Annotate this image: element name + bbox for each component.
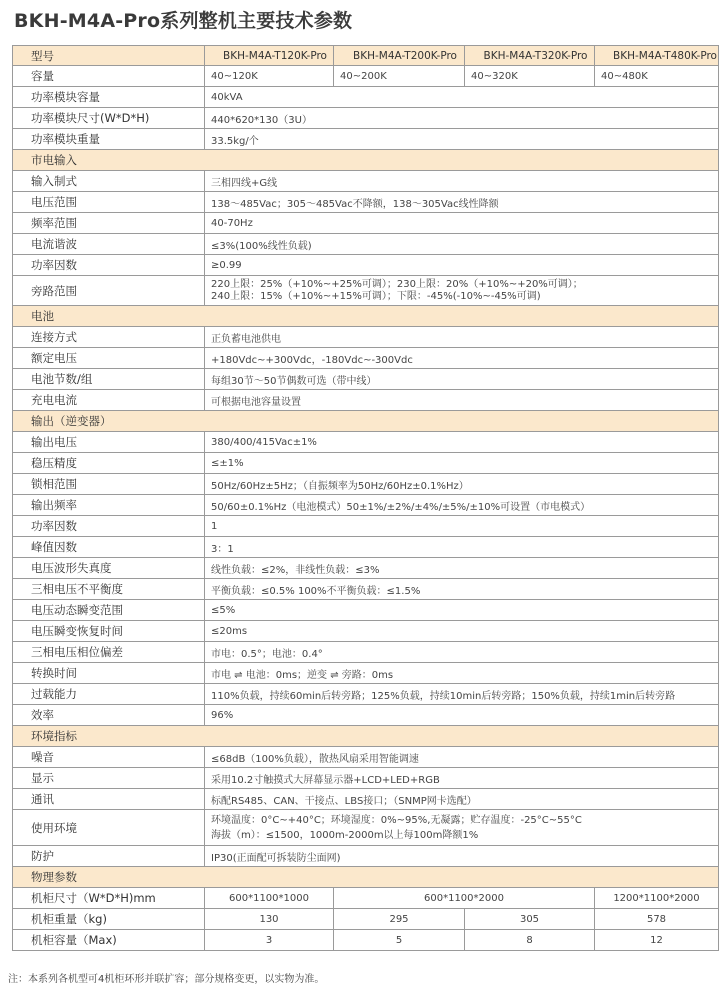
row-label: 效率 bbox=[13, 705, 205, 726]
row-value: 40kVA bbox=[205, 87, 719, 108]
table-row bbox=[13, 255, 719, 276]
table-row bbox=[13, 642, 719, 663]
table-row bbox=[13, 348, 719, 369]
table-row bbox=[13, 369, 719, 390]
cabinet-capacity-value: 12 bbox=[595, 930, 719, 951]
row-label: 额定电压 bbox=[13, 348, 205, 369]
row-value: 380/400/415Vac±1% bbox=[205, 432, 719, 453]
row-value: ≤68dB（100%负载），散热风扇采用智能调速 bbox=[205, 747, 719, 768]
row-label: 功率模块重量 bbox=[13, 129, 205, 150]
row-label: 功率因数 bbox=[13, 255, 205, 276]
row-label: 功率模块容量 bbox=[13, 87, 205, 108]
cabinet-weight-value: 578 bbox=[595, 909, 719, 930]
row-label: 电压范围 bbox=[13, 192, 205, 213]
table-row bbox=[13, 453, 719, 474]
row-value bbox=[205, 810, 719, 846]
usage-line-2: 海拔（m）：≤1500，1000m-2000m以上每100m降额1% bbox=[211, 829, 479, 841]
row-label: 旁路范围 bbox=[13, 276, 205, 306]
footnote: 注：本系列各机型可4机柜环形并联扩容；部分规格变更，以实物为准。 bbox=[8, 974, 325, 985]
row-label: 三相电压不平衡度 bbox=[13, 579, 205, 600]
section-header-battery bbox=[13, 306, 719, 327]
row-label: 输出频率 bbox=[13, 495, 205, 516]
row-label: 防护 bbox=[13, 846, 205, 867]
row-label: 输出电压 bbox=[13, 432, 205, 453]
capacity-row bbox=[13, 66, 719, 87]
model-t200k: BKH-M4A-T200K-Pro bbox=[334, 46, 465, 66]
table-row bbox=[13, 579, 719, 600]
row-value: 1 bbox=[205, 516, 719, 537]
table-row bbox=[13, 810, 719, 846]
capacity-value: 40~480K bbox=[595, 66, 719, 87]
row-value: 每组30节～50节偶数可选（带中线） bbox=[205, 369, 719, 390]
row-label: 电压波形失真度 bbox=[13, 558, 205, 579]
row-value: IP30(正面配可拆装防尘面网) bbox=[205, 846, 719, 867]
table-row bbox=[13, 747, 719, 768]
row-label: 电压瞬变恢复时间 bbox=[13, 621, 205, 642]
row-value: 正负蓄电池供电 bbox=[205, 327, 719, 348]
model-t480k: BKH-M4A-T480K-Pro bbox=[595, 46, 719, 66]
table-row bbox=[13, 327, 719, 348]
table-row bbox=[13, 846, 719, 867]
row-label: 噪音 bbox=[13, 747, 205, 768]
table-row bbox=[13, 129, 719, 150]
model-t120k: BKH-M4A-T120K-Pro bbox=[205, 46, 334, 66]
table-row bbox=[13, 621, 719, 642]
row-label: 稳压精度 bbox=[13, 453, 205, 474]
row-value: 线性负载：≤2%，非线性负载：≤3% bbox=[205, 558, 719, 579]
cabinet-size-row bbox=[13, 888, 719, 909]
row-label: 容量 bbox=[13, 66, 205, 87]
row-label: 功率模块尺寸(W*D*H) bbox=[13, 108, 205, 129]
model-header-row bbox=[13, 46, 719, 66]
row-value: ≤3%(100%线性负载) bbox=[205, 234, 719, 255]
table-row bbox=[13, 600, 719, 621]
capacity-value: 40~320K bbox=[465, 66, 595, 87]
row-label: 通讯 bbox=[13, 789, 205, 810]
row-value: 96% bbox=[205, 705, 719, 726]
row-value: 33.5kg/个 bbox=[205, 129, 719, 150]
row-label: 机柜容量（Max) bbox=[13, 930, 205, 951]
row-label: 使用环境 bbox=[13, 810, 205, 846]
row-value: 采用10.2寸触摸式大屏幕显示器+LCD+LED+RGB bbox=[205, 768, 719, 789]
cabinet-capacity-value: 8 bbox=[465, 930, 595, 951]
table-row bbox=[13, 171, 719, 192]
row-label: 三相电压相位偏差 bbox=[13, 642, 205, 663]
row-value: 市电 ⇌ 电池：0ms；逆变 ⇌ 旁路：0ms bbox=[205, 663, 719, 684]
row-label: 功率因数 bbox=[13, 516, 205, 537]
cabinet-size-value: 1200*1100*2000 bbox=[595, 888, 719, 909]
section-title: 环境指标 bbox=[13, 726, 719, 747]
section-header-output bbox=[13, 411, 719, 432]
row-label: 机柜尺寸（W*D*H)mm bbox=[13, 888, 205, 909]
table-row bbox=[13, 432, 719, 453]
row-value: 110%负载，持续60min后转旁路；125%负载，持续10min后转旁路；150%负载，持续1min后转旁路 bbox=[205, 684, 719, 705]
row-label: 锁相范围 bbox=[13, 474, 205, 495]
table-row bbox=[13, 516, 719, 537]
usage-line-1: 环境温度：0°C~+40°C；环境湿度：0%~95%,无凝露；贮存温度：-25°C~55°C bbox=[211, 814, 582, 826]
row-value: 标配RS485、CAN、干接点、LBS接口；（SNMP网卡选配） bbox=[205, 789, 719, 810]
row-label: 充电电流 bbox=[13, 390, 205, 411]
table-row bbox=[13, 87, 719, 108]
cabinet-size-value: 600*1100*2000 bbox=[334, 888, 595, 909]
table-row bbox=[13, 705, 719, 726]
row-label: 过载能力 bbox=[13, 684, 205, 705]
page-title: BKH-M4A-Pro系列整机主要技术参数 bbox=[14, 10, 353, 32]
capacity-value: 40~200K bbox=[334, 66, 465, 87]
table-row bbox=[13, 789, 719, 810]
bypass-line-1: 220上限：25%（+10%~+25%可调）；230上限：20%（+10%~+20%可调）； bbox=[211, 278, 583, 290]
table-row bbox=[13, 108, 719, 129]
row-value: ≤±1% bbox=[205, 453, 719, 474]
cabinet-capacity-row bbox=[13, 930, 719, 951]
row-value bbox=[205, 276, 719, 306]
spec-table bbox=[12, 45, 719, 951]
table-row bbox=[13, 474, 719, 495]
row-value: 440*620*130（3U） bbox=[205, 108, 719, 129]
row-label: 连接方式 bbox=[13, 327, 205, 348]
row-value: ≤20ms bbox=[205, 621, 719, 642]
table-row bbox=[13, 768, 719, 789]
section-title: 市电输入 bbox=[13, 150, 719, 171]
cabinet-weight-row bbox=[13, 909, 719, 930]
table-row bbox=[13, 495, 719, 516]
model-t320k: BKH-M4A-T320K-Pro bbox=[465, 46, 595, 66]
table-row bbox=[13, 276, 719, 306]
row-label: 输入制式 bbox=[13, 171, 205, 192]
table-row bbox=[13, 390, 719, 411]
section-title: 电池 bbox=[13, 306, 719, 327]
section-header-physical bbox=[13, 867, 719, 888]
section-header-mains bbox=[13, 150, 719, 171]
section-header-environment bbox=[13, 726, 719, 747]
row-label: 显示 bbox=[13, 768, 205, 789]
row-value: 平衡负载：≤0.5% 100%不平衡负载：≤1.5% bbox=[205, 579, 719, 600]
section-title: 输出（逆变器） bbox=[13, 411, 719, 432]
table-row bbox=[13, 684, 719, 705]
row-label: 电流谐波 bbox=[13, 234, 205, 255]
row-value: 50/60±0.1%Hz（电池模式）50±1%/±2%/±4%/±5%/±10%可设置（市电模式） bbox=[205, 495, 719, 516]
bypass-line-2: 240上限：15%（+10%~+15%可调）；下限：-45%(-10%~-45%可调) bbox=[211, 290, 541, 302]
table-row bbox=[13, 537, 719, 558]
section-title: 物理参数 bbox=[13, 867, 719, 888]
table-row bbox=[13, 663, 719, 684]
row-value: 市电：0.5°；电池：0.4° bbox=[205, 642, 719, 663]
row-label: 峰值因数 bbox=[13, 537, 205, 558]
table-row bbox=[13, 234, 719, 255]
row-value: 三相四线+G线 bbox=[205, 171, 719, 192]
row-label: 电池节数/组 bbox=[13, 369, 205, 390]
table-row bbox=[13, 213, 719, 234]
row-value: 可根据电池容量设置 bbox=[205, 390, 719, 411]
row-value: 40-70Hz bbox=[205, 213, 719, 234]
row-value: +180Vdc~+300Vdc，-180Vdc~-300Vdc bbox=[205, 348, 719, 369]
row-label: 电压动态瞬变范围 bbox=[13, 600, 205, 621]
row-value: 138～485Vac；305～485Vac不降额，138～305Vac线性降额 bbox=[205, 192, 719, 213]
cabinet-size-value: 600*1100*1000 bbox=[205, 888, 334, 909]
row-value: ≤5% bbox=[205, 600, 719, 621]
cabinet-weight-value: 130 bbox=[205, 909, 334, 930]
table-row bbox=[13, 558, 719, 579]
cabinet-capacity-value: 3 bbox=[205, 930, 334, 951]
table-row bbox=[13, 192, 719, 213]
row-value: 50Hz/60Hz±5Hz；（自振频率为50Hz/60Hz±0.1%Hz） bbox=[205, 474, 719, 495]
cabinet-weight-value: 295 bbox=[334, 909, 465, 930]
row-value: ≥0.99 bbox=[205, 255, 719, 276]
row-value: 3：1 bbox=[205, 537, 719, 558]
model-label: 型号 bbox=[13, 46, 205, 66]
capacity-value: 40~120K bbox=[205, 66, 334, 87]
row-label: 机柜重量（kg) bbox=[13, 909, 205, 930]
row-label: 转换时间 bbox=[13, 663, 205, 684]
row-label: 频率范围 bbox=[13, 213, 205, 234]
cabinet-capacity-value: 5 bbox=[334, 930, 465, 951]
cabinet-weight-value: 305 bbox=[465, 909, 595, 930]
